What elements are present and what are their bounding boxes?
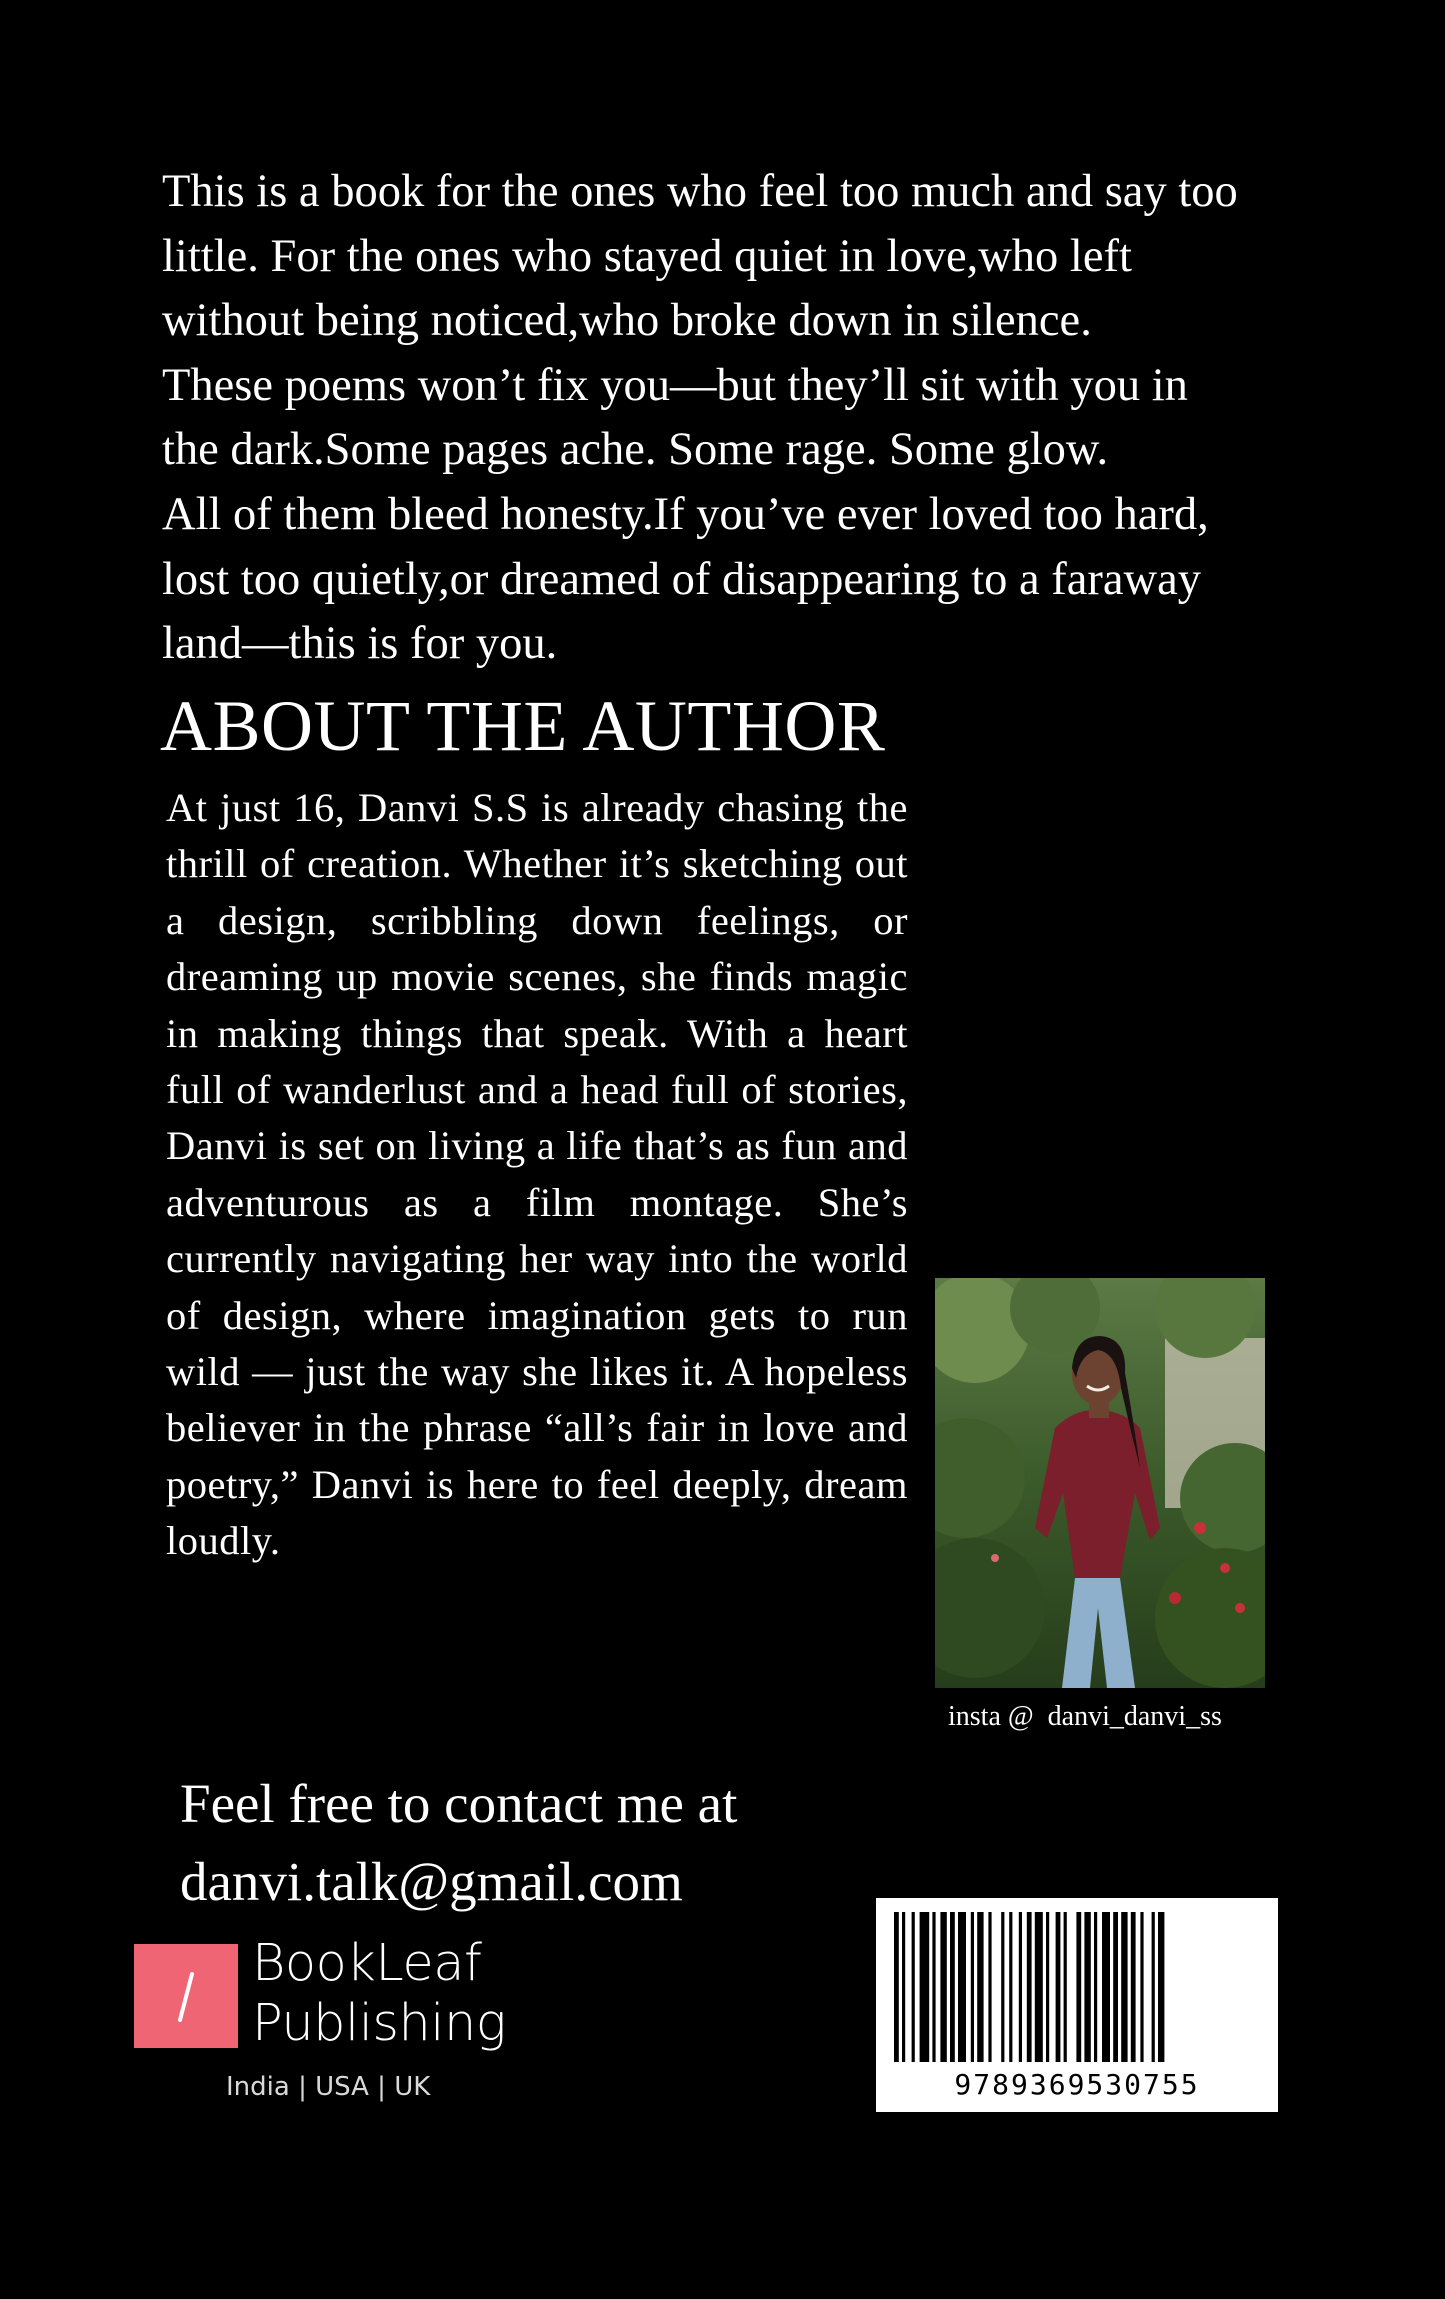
barcode-bar xyxy=(988,1912,991,2062)
barcode-bar xyxy=(902,1912,905,2062)
blurb-line: without being noticed,who broke down in silence. xyxy=(162,295,1092,347)
about-author-heading: ABOUT THE AUTHOR xyxy=(160,686,886,766)
barcode-bar xyxy=(1019,1912,1022,2062)
barcode-bars xyxy=(876,1898,1278,2068)
barcode-bar xyxy=(958,1912,966,2062)
author-photo xyxy=(935,1278,1265,1688)
contact-email[interactable]: danvi.talk@gmail.com xyxy=(180,1851,683,1912)
barcode-bar xyxy=(1102,1912,1110,2062)
barcode-bar xyxy=(1131,1912,1136,2062)
barcode-bar xyxy=(1152,1912,1155,2062)
barcode-bar xyxy=(1046,1912,1049,2062)
blurb-line: All of them bleed honesty.If you’ve ever loved too hard, xyxy=(162,488,1209,540)
barcode-bar xyxy=(940,1912,946,2062)
publisher-name-line1: BookLeaf xyxy=(252,1934,482,1993)
barcode-bar xyxy=(912,1912,915,2062)
barcode-bar xyxy=(1056,1912,1061,2062)
barcode-bar xyxy=(932,1912,935,2062)
barcode-bar xyxy=(1001,1912,1004,2062)
blurb-line: the dark.Some pages ache. Some rage. Some glow. xyxy=(162,424,1109,476)
author-photo-illustration xyxy=(935,1278,1265,1688)
isbn-number: 9789369530755 xyxy=(954,2068,1200,2101)
blurb-line: This is a book for the ones who feel too much and say too xyxy=(162,166,1238,217)
publisher-name xyxy=(252,1934,506,2054)
blurb-line: land—this is for you. xyxy=(162,618,558,670)
back-cover-blurb xyxy=(162,160,1322,677)
barcode-bar xyxy=(1009,1912,1012,2062)
barcode-bar xyxy=(950,1912,955,2062)
blurb-line: little. For the ones who stayed quiet in love,who left xyxy=(162,230,1132,282)
barcode-bar xyxy=(1140,1912,1143,2062)
barcode-bar xyxy=(1035,1912,1043,2062)
contact-block xyxy=(180,1765,737,1921)
author-bio: At just 16, Danvi S.S is already chasing the thrill of creation. Whether it’s sketching out a design, scribbling down feelings, or dreaming up movie scenes, she finds magic in making things that speak. With a heart full of wanderlust and a head full of stories, Danvi is set on living a life that’s as fun and adventurous as a film montage. She’s currently navigating her way into the world of design, where imagination gets to run wild — just the way she likes it. A hopeless believer in the phrase “all’s fair in love and poetry,” Danvi is here to feel deeply, dream loudly. xyxy=(166,785,908,1564)
barcode-bar xyxy=(977,1912,983,2062)
barcode-bar xyxy=(1084,1912,1090,2062)
barcode-bar xyxy=(1064,1912,1067,2062)
barcode-bar xyxy=(1076,1912,1081,2062)
barcode-bar xyxy=(1113,1912,1118,2062)
barcode-bar xyxy=(1121,1912,1127,2062)
barcode-bar xyxy=(1158,1912,1164,2062)
publisher-regions: India | USA | UK xyxy=(226,2072,431,2102)
publisher-logo xyxy=(134,1934,534,2112)
contact-text: Feel free to contact me at xyxy=(180,1773,738,1834)
publisher-slash-icon xyxy=(134,1944,238,2048)
publisher-name-line2: Publishing xyxy=(252,1994,506,2053)
isbn-barcode xyxy=(876,1898,1278,2112)
barcode-bar xyxy=(920,1912,930,2062)
photo-caption: insta @ danvi_danvi_ss xyxy=(948,1701,1222,1732)
blurb-line: lost too quietly,or dreamed of disappearing to a faraway xyxy=(162,553,1202,605)
blurb-line: These poems won’t fix you—but they’ll sit with you in xyxy=(162,359,1188,411)
barcode-bar xyxy=(1094,1912,1097,2062)
barcode-bar xyxy=(971,1912,974,2062)
barcode-bar xyxy=(894,1912,899,2062)
barcode-bar xyxy=(1027,1912,1032,2062)
